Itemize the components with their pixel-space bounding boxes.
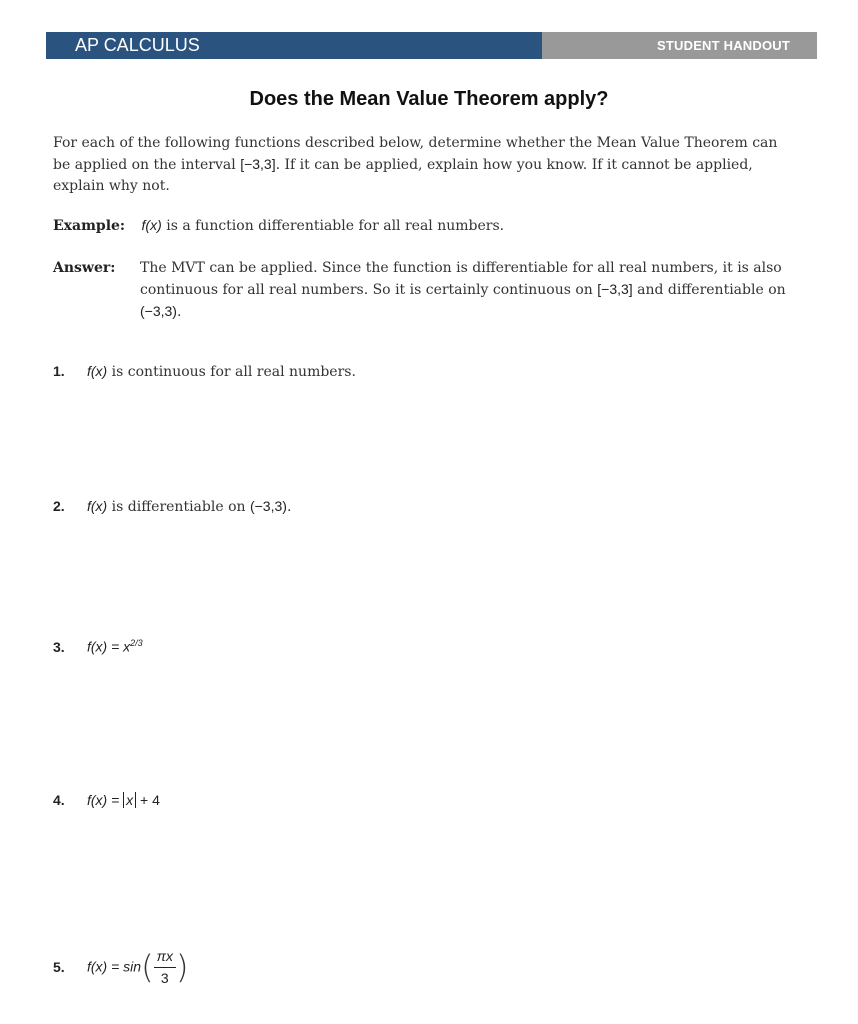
problem-number: 3.	[53, 638, 65, 655]
problem-equation-lhs: f(x) = sin	[87, 958, 142, 975]
intro-interval: [−3,3]	[240, 156, 276, 172]
problem-2	[53, 496, 291, 518]
problem-5	[53, 946, 188, 989]
problem-number: 2.	[53, 498, 65, 514]
intro-text-1: For each of the following functions described below, determine whether the Mean Value Theorem can be applied on the interval	[53, 135, 778, 173]
problem-function: f(x)	[87, 498, 108, 514]
problem-text: is differentiable on	[107, 499, 250, 515]
answer-text	[140, 258, 805, 323]
problem-number: 5.	[53, 958, 65, 975]
problem-function: f(x)	[87, 363, 108, 379]
answer-part-1: The MVT can be applied. Since the function is differentiable for all real numbers, it is also continuous for all real numbers. So it is certainly continuous on	[140, 260, 782, 298]
problem-text: is continuous for all real numbers.	[107, 364, 356, 380]
intro-text-2: . If it can be applied, explain how you know. If it cannot be applied, explain why not.	[53, 157, 753, 194]
example-label: Example:	[53, 218, 126, 234]
fraction-denominator: 3	[160, 970, 169, 986]
example-function: f(x)	[141, 217, 162, 233]
problem-exponent: 2/3	[130, 638, 143, 648]
problem-3	[53, 633, 143, 659]
example-row	[53, 215, 504, 237]
right-paren: )	[175, 948, 189, 986]
problem-number: 4.	[53, 792, 65, 808]
absolute-value: x	[123, 792, 136, 808]
problem-number: 1.	[53, 363, 65, 379]
problem-1	[53, 361, 356, 383]
handout-label: STUDENT HANDOUT	[542, 32, 817, 59]
problem-equation-lhs: f(x) =	[87, 792, 124, 808]
header-bar	[46, 32, 817, 59]
problem-equation: f(x) = x	[87, 638, 131, 655]
answer-closed-interval: [−3,3]	[597, 281, 633, 297]
instructions-paragraph	[53, 133, 798, 197]
example-text: is a function differentiable for all real numbers.	[161, 218, 505, 234]
answer-label: Answer:	[53, 260, 116, 276]
fraction-numerator: πx	[154, 946, 176, 968]
answer-part-2: and differentiable on	[632, 282, 786, 298]
problem-4	[53, 790, 160, 812]
left-paren: (	[141, 948, 154, 986]
page-title: Does the Mean Value Theorem apply?	[249, 88, 609, 110]
fraction	[154, 946, 176, 989]
answer-end: .	[176, 304, 182, 320]
course-title: AP CALCULUS	[46, 32, 542, 59]
problem-equation-rhs: + 4	[136, 792, 160, 808]
problem-interval: (−3,3)	[249, 498, 287, 514]
answer-label-block	[53, 258, 115, 279]
problem-end: .	[286, 499, 292, 515]
answer-open-interval: (−3,3)	[140, 303, 177, 319]
